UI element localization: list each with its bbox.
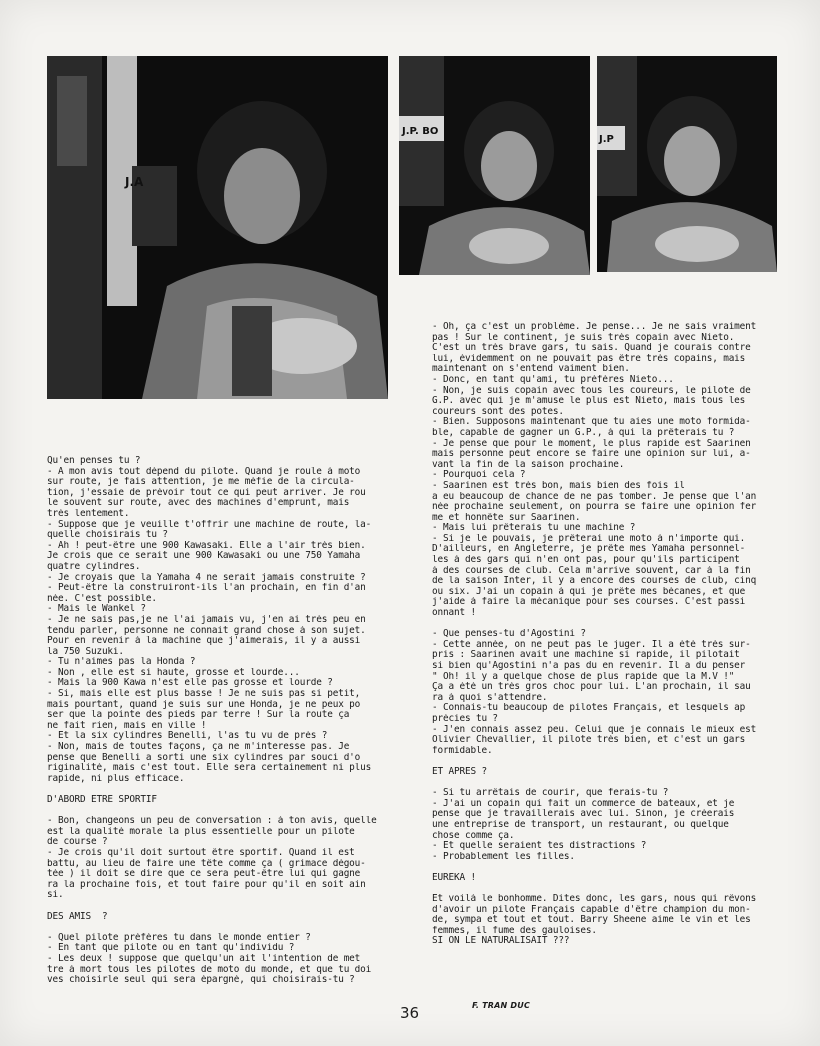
text-line: ser que la pointe des pieds par terre ! Sur la route ça [47,710,350,721]
text-line: - Non, je suis copain avec tous les coureurs, le pilote de [432,385,751,396]
text-line: de course ? [47,837,108,848]
text-line: - Mais la 900 Kawa n'est elle pas grosse et lourde ? [47,678,333,689]
text-line: - Et quelle seraient tes distractions ? [432,841,647,852]
text-line: - Que penses-tu d'Agostini ? [432,629,586,640]
text-line: - Ah ! peut-être une 900 Kawasaki. Elle a l'air très bien. [47,540,366,551]
text-line: - Peut-être la construiront-ils l'an prochain, en fin d'an [47,583,366,594]
blank-line [432,862,784,873]
blank-line [432,778,784,789]
text-line: Pour en revenir à la machine que j'aimerais, il y a aussi [47,636,361,647]
text-line: - Pourquoi cela ? [432,470,526,481]
text-line: ou six. J'ai un copain à qui je prête mes bécanes, et que [432,586,746,597]
text-line: D'ABORD ETRE SPORTIF [47,795,157,805]
text-line: d'avoir un pilote Français capable d'être champion du mon- [432,904,751,915]
text-line: - Je crois qu'il doit surtout être sportif. Quand il est [47,847,355,858]
text-line: riginalité, mais c'est tout. Elle sera certainement ni plus [47,763,372,774]
text-line: - Donc, en tant qu'ami, tu préfères Nieto... [432,374,674,385]
text-line: Qu'en penses tu ? [47,456,141,466]
text-line: chose comme ça. [432,830,515,841]
text-line: - Oh, ça c'est un problème. Je pense... Je ne sais vraiment [432,322,757,332]
text-line: une entreprise de transport, un restaurant, ou quelque [432,819,729,830]
text-line: - Mais le Wankel ? [47,604,146,615]
blank-line [47,784,399,795]
text-line: tendu parler, personne ne connait grand chose à son sujet. [47,625,366,636]
page-number: 36 [400,1004,420,1022]
text-line: - Je croyais que la Yamaha 4 ne serait jamais construite ? [47,572,366,583]
text-line: - Bon, changeons un peu de conversation : à ton avis, quelle [47,816,377,827]
blank-line [432,619,784,630]
text-line: pense que je travaillerais avec lui. Sinon, je créerais [432,809,735,820]
text-line: ne fait rien, mais en ville ! [47,720,207,731]
text-line: de, sympa et tout et tout. Barry Sheene aime le vin et les [432,915,751,926]
text-line: - Bien. Supposons maintenant que tu aies une moto formida- [432,417,751,428]
interview-photo-large [47,56,388,399]
text-line: pris : Saarinen avait une machine si rapide, il pilotait [432,650,740,661]
text-line: les à des gars qui n'en ont pas, pour qu'ils participent [432,555,740,566]
blank-line [47,901,399,912]
blank-line [432,756,784,767]
text-line: me et honnête sur Saarinen. [432,512,581,523]
text-line: - Connais-tu beaucoup de pilotes Français, et lesquels ap [432,703,746,714]
text-line: G.P. avec qui je m'amuse le plus est Nieto, mais tous les [432,396,746,407]
text-line: si bien qu'Agostini n'a pas du en revenir. Il a du penser [432,661,746,671]
text-line: DES AMIS ? [47,911,108,922]
right-text-column [432,322,784,947]
text-line: - Si, mais elle est plus basse ! Je ne suis pas si petit, [47,689,361,700]
interview-photo-right [597,56,777,272]
text-line: de la saison Inter, il y a encore des courses de club, cinq [432,576,757,587]
text-line: - Cette année, on ne peut pas le juger. Il a été très sur- [432,639,751,650]
photo-tag-1: J.A [125,175,144,189]
text-line: femmes, il fume des gauloises. [432,925,597,936]
text-line: - Mais lui prêterais tu une machine ? [432,523,636,534]
text-line: EUREKA ! [432,872,476,883]
text-line: - Et la six cylindres Benelli, l'as tu vu de près ? [47,731,328,742]
text-line: - Tu n'aimes pas la Honda ? [47,657,196,668]
blank-line [47,922,399,933]
text-line: sur route, je fais attention, je me méfie de la circula- [47,477,355,488]
text-line: coureurs sont des potes. [432,406,564,417]
text-line: quelle choisirais tu ? [47,530,168,541]
text-line: - Suppose que je veuille t'offrir une machine de route, la- [47,519,372,530]
text-line: - Non , elle est si haute, grosse et lourde... [47,667,300,678]
text-line: tre à mort tous les pilotes de moto du monde, et que tu doi [47,964,372,975]
text-line: mais personne peut encore se faire une opinion sur lui, a- [432,449,751,460]
text-line: - J'en connais assez peu. Celui que je connais le mieux est [432,724,757,735]
text-line: formidable. [432,745,493,756]
text-line: - Les deux ! suppose que quelqu'un ait l'intention de met [47,953,361,964]
blank-line [432,883,784,894]
text-line: née. C'est possible. [47,593,157,604]
text-line: ra la prochaine fois, et tout faire pour qu'il en soit ain [47,879,366,890]
text-line: - Saarinen est très bon, mais bien des fois il [432,480,685,491]
text-line: ET APRES ? [432,766,487,777]
text-line: j'aide à faire la mécanique pour ses courses. C'est passi [432,597,746,608]
text-line: pense que Benelli a sorti une six cylindres par souci d'o [47,752,361,763]
text-line: quatre cylindres. [47,561,141,572]
blank-line [47,806,399,817]
text-line: tion, j'essaie de prévoir tout ce qui peut arriver. Je rou [47,487,366,498]
text-line: - Si tu arrêtais de courir, que ferais-tu ? [432,788,669,799]
text-line: à des courses de club. Cela m'arrive souvent, car à la fin [432,565,751,576]
text-line: vant la fin de la saison prochaine. [432,459,625,470]
text-line: la 750 Suzuki. [47,646,124,657]
text-line: ra à quoi s'attendre. [432,692,548,703]
photo-tag-2: J.P. BO [402,126,439,137]
text-line: onnant ! [432,608,476,619]
text-line: - Je ne sais pas,je ne l'ai jamais vu, j'en ai très peu en [47,614,366,625]
text-line: SI ON LE NATURALISAIT ??? [432,936,570,947]
text-line: tée ) il doit se dire que ce sera peut-être lui qui gagne [47,869,361,880]
text-line: rapide, ni plus efficace. [47,773,185,784]
text-line: mais pourtant, quand je suis sur une Honda, je ne peux po [47,699,361,710]
text-line: précies tu ? [432,713,498,724]
text-line: si. [47,890,64,901]
left-text-column [47,456,399,986]
text-line: battu, au lieu de faire une tête comme ça ( grimace dégou- [47,858,366,869]
text-line: ves choisirle seul qui sera épargné, qui choisirais-tu ? [47,975,355,986]
text-line: pas ! Sur le continent, je suis très copain avec Nieto. [432,332,735,343]
text-line: " Oh! il y a quelque chose de plus rapide que la M.V !" [432,671,735,682]
text-line: Je crois que ce serait une 900 Kawasaki ou une 750 Yamaha [47,551,361,562]
text-line: D'ailleurs, en Angleterre, je prête mes Yamaha personnel- [432,544,746,555]
author-signature: F. TRAN DUC [472,1001,531,1010]
text-line: ble, capable de gagner un G.P., à qui la prêterais tu ? [432,427,735,438]
interview-photo-middle [399,56,590,275]
text-line: est la qualité morale la plus essentielle pour un pilote [47,826,355,837]
text-line: - Non, mais de toutes façons, ça ne m'interesse pas. Je [47,742,350,753]
text-line: a eu beaucoup de chance de ne pas tomber. Je pense que l'an [432,491,757,502]
text-line: - Quel pilote préfères tu dans le monde entier ? [47,932,311,943]
photo-tag-3: J.P [599,134,614,145]
text-line: - A mon avis tout dépend du pilote. Quand je roule à moto [47,466,361,477]
text-line: - En tant que pilote ou en tant qu'individu ? [47,943,295,954]
text-line: très lentement. [47,508,130,519]
text-line: née prochaine seulement, on pourra se faire une opinion fer [432,502,757,513]
text-line: Olivier Chevallier, il pilote très bien, et c'est un gars [432,735,746,746]
text-line: C'est un très brave gars, tu sais. Quand je courais contre [432,343,751,354]
text-line: - Je pense que pour le moment, le plus rapide est Saarinen [432,438,751,449]
text-line: Ça a été un très gros choc pour lui. L'an prochain, il sau [432,682,751,693]
text-line: - Probablement les filles. [432,851,575,862]
text-line: - Si je le pouvais, je prêterai une moto à n'importe qui. [432,533,746,544]
text-line: - J'ai un copain qui fait un commerce de bateaux, et je [432,798,735,809]
text-line: lui, évidemment on ne pouvait pas être très copains, mais [432,353,746,364]
text-line: Et voilà le bonhomme. Dites donc, les gars, nous qui rêvons [432,894,757,905]
text-line: maintenant on s'entend vaiment bien. [432,364,630,375]
text-line: le souvent sur route, avec des machines d'emprunt, mais [47,498,350,509]
